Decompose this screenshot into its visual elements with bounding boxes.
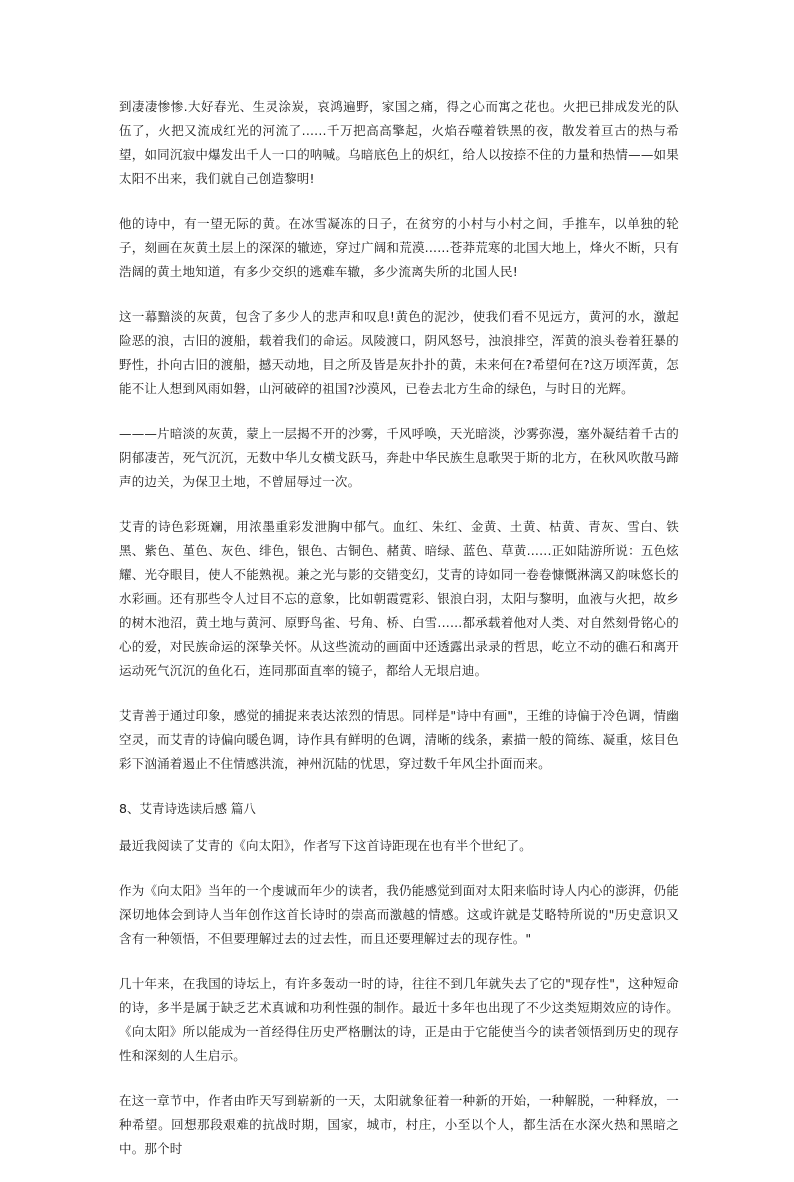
paragraph-reader: 作为《向太阳》当年的一个虔诚而年少的读者，我仍能感觉到面对太阳来临时诗人内心的澎湃，仍能深切地体会到诗人当年创作这首长诗时的崇高而激越的情感。这或许就是艾略特所说的"历史意识又含有一种领悟，不但要理解过去的过去性，而且还要理解过去的现存性。" [119, 883, 679, 946]
paragraph-intro: 最近我阅读了艾青的《向太阳》，作者写下这首诗距现在也有半个世纪了。 [119, 838, 532, 853]
paragraph-grey-yellow: 这一幕黯淡的灰黄，包含了多少人的悲声和叹息!黄色的泥沙，使我们看不见远方，黄河的水，激起险恶的浪，古旧的渡船，载着我们的命运。凤陵渡口，阴风怒号，浊浪排空，浑黄的浪头卷着狂暴的野性，扑向古旧的渡船，撼天动地，目之所及皆是灰扑扑的黄，未来何在?希望何在?这万顷浑黄，怎能不让人想到风雨如磐，山河破碎的祖国?沙漠风，已卷去北方生命的绿色，与时日的光辉。 [119, 309, 679, 396]
paragraph-sand-fog: ———片暗淡的灰黄，蒙上一层揭不开的沙雾，千风呼唤，天光暗淡，沙雾弥漫，塞外凝结着千古的阴郁凄苦，死气沉沉，无数中华儿女横戈跃马，奔赴中华民族生息歌哭于斯的北方，在秋风吹散马蹄声的边关，为保卫土地，不曾屈辱过一次。 [119, 426, 679, 489]
paragraph-yellow-land: 他的诗中，有一望无际的黄。在冰雪凝冻的日子，在贫穷的小村与小村之间，手推车，以单独的轮子，刻画在灰黄土层上的深深的辙迹，穿过广阔和荒漠......苍莽荒寒的北国大地上，烽火不断，只有浩阔的黄土地知道，有多少交织的逃难车辙，多少流离失所的北国人民! [119, 216, 679, 279]
paragraph-impression: 艾青善于通过印象，感觉的捕捉来表达浓烈的情思。同样是"诗中有画"，王维的诗偏于冷色调，情幽空灵，而艾青的诗偏向暖色调，诗作具有鲜明的色调，清晰的线条，素描一般的简练、凝重，炫目色彩下汹涌着遏止不住情感洪流，神州沉陆的忧思，穿过数千年风尘扑面而来。 [119, 708, 679, 771]
paragraph-poetry-scene: 几十年来，在我国的诗坛上，有许多轰动一时的诗，往往不到几年就失去了它的"现存性"，这种短命的诗，多半是属于缺乏艺术真诚和功利性强的制作。最近十多年也出现了不少这类短期效应的诗作。《向太阳》所以能成为一首经得住历史严格删汰的诗，正是由于它能使当今的读者领悟到历史的现存性和深刻的人生启示。 [119, 976, 679, 1063]
document-page [119, 95, 679, 1182]
paragraph-chapter: 在这一章节中，作者由昨天写到崭新的一天，太阳就象征着一种新的开始，一种解脱，一种释放，一种希望。回想那段艰难的抗战时期，国家，城市，村庄，小至以个人，都生活在水深火热和黑暗之中。那个时 [119, 1093, 679, 1156]
section-heading: 8、艾青诗选读后感 篇八 [119, 801, 256, 816]
paragraph-colors: 艾青的诗色彩斑斓，用浓墨重彩发泄胸中郁气。血红、朱红、金黄、土黄、枯黄、青灰、雪白、铁黑、紫色、堇色、灰色、绯色，银色、古铜色、赭黄、暗绿、蓝色、草黄......正如陆游所说：五色炫耀、光夺眼目，使人不能熟视。兼之光与影的交错变幻，艾青的诗如同一卷卷慷慨淋漓又韵味悠长的水彩画。还有那些令人过目不忘的意象，比如朝霞霓彩、银浪白羽，太阳与黎明，血液与火把，故乡的树木池沼，黄土地与黄河、原野鸟雀、号角、桥、白雪......都承载着他对人类、对自然刻骨铭心的心的爱，对民族命运的深挚关怀。从这些流动的画面中还透露出录录的哲思，屹立不动的礁石和离开运动死气沉沉的鱼化石，连同那面直率的镜子，都给人无垠启迪。 [119, 519, 679, 678]
paragraph-torch: 到凄凄惨惨.大好春光、生灵涂炭，哀鸿遍野，家国之痛，得之心而寓之花也。火把已排成发光的队伍了，火把又流成红光的河流了......千万把高高擎起，火焰吞噬着铁黑的夜，散发着亘古的热与希望，如同沉寂中爆发出千人一口的呐喊。乌暗底色上的炽红，给人以按捺不住的力量和热情——如果太阳不出来，我们就自己创造黎明! [119, 99, 679, 186]
